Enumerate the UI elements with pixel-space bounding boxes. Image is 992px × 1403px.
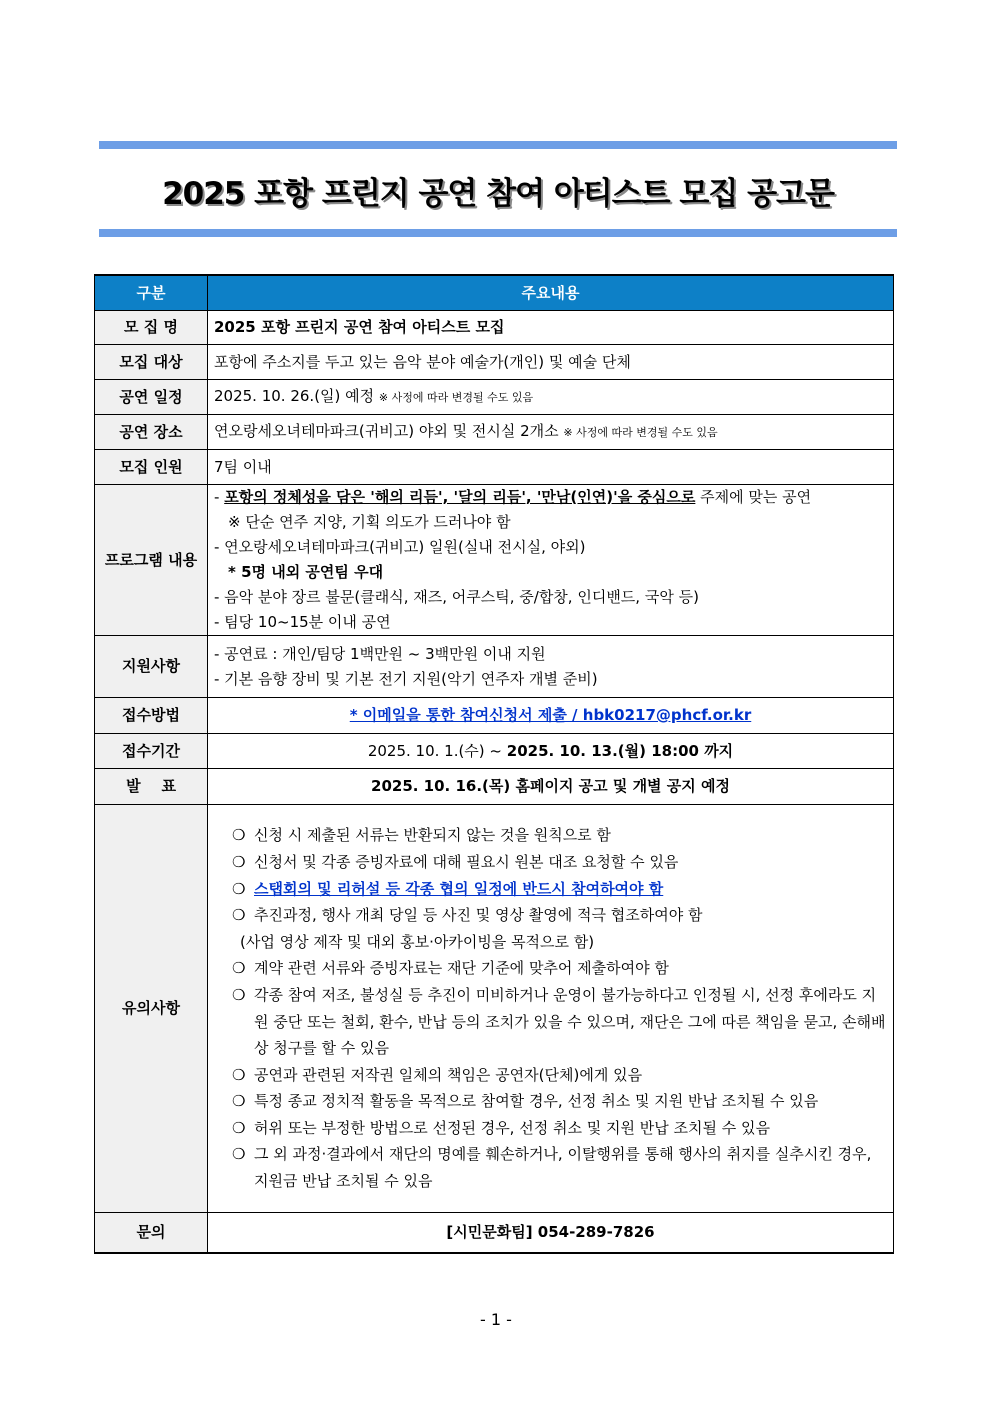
label-announce: 발 표 — [95, 769, 208, 805]
value-program — [208, 485, 894, 636]
value-support — [208, 636, 894, 698]
circle-bullet-icon: ❍ — [232, 852, 246, 871]
value-target: 포항에 주소지를 두고 있는 음악 분야 예술가(개인) 및 예술 단체 — [208, 345, 894, 380]
label-recruit-name: 모 집 명 — [95, 311, 208, 345]
value-apply-method — [208, 698, 894, 734]
label-apply-method: 접수방법 — [95, 698, 208, 734]
venue-note: ※ 사정에 따라 변경될 수도 있음 — [563, 426, 718, 439]
circle-bullet-icon: ❍ — [232, 959, 246, 978]
title-bar-bottom — [99, 229, 897, 237]
circle-bullet-icon: ❍ — [232, 1118, 246, 1137]
label-schedule: 공연 일정 — [95, 380, 208, 415]
circle-bullet-icon: ❍ — [232, 826, 246, 845]
list-item: ❍ 각종 참여 저조, 불성실 등 추진이 미비하거나 운영이 불가능하다고 인정될 시, 선정 후에라도 지원 중단 또는 철회, 환수, 반납 등의 조치가 있을 수 있으며, 재단은 그에 따른 책임을 묻고, 손해배상 청구를 할 수 있음 — [232, 982, 887, 1062]
circle-bullet-icon: ❍ — [232, 906, 246, 925]
list-item: ❍ 허위 또는 부정한 방법으로 선정된 경우, 선정 취소 및 지원 반납 조치될 수 있음 — [232, 1115, 887, 1142]
list-item: ❍ 신청서 및 각종 증빙자료에 대해 필요시 원본 대조 요청할 수 있음 — [232, 849, 887, 876]
list-item — [232, 876, 887, 903]
label-headcount: 모집 인원 — [95, 450, 208, 485]
support-line-1: - 공연료 : 개인/팀당 1백만원 ~ 3백만원 이내 지원 — [214, 644, 546, 663]
value-headcount: 7팀 이내 — [208, 450, 894, 485]
program-line-4: * 5명 내외 공연팀 우대 — [228, 563, 384, 581]
label-venue: 공연 장소 — [95, 415, 208, 450]
row-schedule — [95, 380, 894, 415]
schedule-date: 2025. 10. 26.(일) 예정 — [214, 387, 375, 405]
circle-bullet-icon: ❍ — [232, 1092, 246, 1111]
row-contact — [95, 1213, 894, 1253]
label-notice: 유의사항 — [95, 805, 208, 1213]
apply-email-link[interactable]: * 이메일을 통한 참여신청서 제출 / hbk0217@phcf.or.kr — [349, 706, 752, 724]
label-support: 지원사항 — [95, 636, 208, 698]
label-program: 프로그램 내용 — [95, 485, 208, 636]
header-content: 주요내용 — [208, 275, 894, 311]
row-venue — [95, 415, 894, 450]
value-announce: 2025. 10. 16.(목) 홈페이지 공고 및 개별 공지 예정 — [208, 769, 894, 805]
row-program — [95, 485, 894, 636]
row-support — [95, 636, 894, 698]
program-line-3: - 연오랑세오녀테마파크(귀비고) 일원(실내 전시실, 야외) — [214, 538, 586, 556]
schedule-note: ※ 사정에 따라 변경될 수도 있음 — [378, 391, 534, 404]
label-apply-period: 접수기간 — [95, 734, 208, 769]
value-schedule — [208, 380, 894, 415]
value-venue — [208, 415, 894, 450]
venue-text: 연오랑세오녀테마파크(귀비고) 야외 및 전시실 2개소 — [214, 422, 559, 440]
title-bar-top — [99, 141, 897, 149]
label-contact: 문의 — [95, 1213, 208, 1253]
program-theme-emphasis: 포항의 정체성을 담은 '해의 리듬', '달의 리듬', '만남(인연)'을 중심으로 — [224, 488, 696, 506]
list-item: ❍ 신청 시 제출된 서류는 반환되지 않는 것을 원칙으로 함 — [232, 822, 887, 849]
program-line-5: - 음악 분야 장르 불문(클래식, 재즈, 어쿠스틱, 중/합창, 인디밴드, 국악 등) — [214, 588, 699, 606]
info-table — [94, 274, 894, 1254]
list-item: ❍ 공연과 관련된 저작권 일체의 책임은 공연자(단체)에게 있음 — [232, 1062, 887, 1089]
value-apply-period: 2025. 10. 1.(수) ~ 2025. 10. 13.(월) 18:00 까지 — [208, 734, 894, 769]
page-title: 2025 포항 프린지 공연 참여 아티스트 모집 공고문 — [162, 176, 834, 212]
list-item: ❍ 특정 종교 정치적 활동을 목적으로 참여할 경우, 선정 취소 및 지원 반납 조치될 수 있음 — [232, 1088, 887, 1115]
circle-bullet-icon: ❍ — [232, 985, 246, 1004]
value-notice — [208, 805, 894, 1213]
support-line-2: - 기본 음향 장비 및 기본 전기 지원(악기 연주자 개별 준비) — [214, 669, 598, 688]
table-header-row — [95, 275, 894, 311]
program-line-6: - 팀당 10~15분 이내 공연 — [214, 613, 391, 631]
apply-deadline: 2025. 10. 13.(월) 18:00 까지 — [506, 741, 734, 760]
page-number: - 1 - — [480, 1310, 512, 1329]
list-item: ❍ 계약 관련 서류와 증빙자료는 재단 기준에 맞추어 제출하여야 함 — [232, 955, 887, 982]
row-recruit-name — [95, 311, 894, 345]
label-target: 모집 대상 — [95, 345, 208, 380]
row-announce — [95, 769, 894, 805]
value-recruit-name: 2025 포항 프린지 공연 참여 아티스트 모집 — [208, 311, 894, 345]
list-item: ❍ 추진과정, 행사 개최 당일 등 사진 및 영상 촬영에 적극 협조하여야 함 (사업 영상 제작 및 대외 홍보·아카이빙을 목적으로 함) — [232, 902, 887, 955]
notice-sub-line: (사업 영상 제작 및 대외 홍보·아카이빙을 목적으로 함) — [240, 932, 595, 951]
circle-bullet-icon: ❍ — [232, 1145, 246, 1164]
row-apply-period — [95, 734, 894, 769]
list-item: ❍ 그 외 과정·결과에서 재단의 명예를 훼손하거나, 이탈행위를 통해 행사의 취지를 실추시킨 경우, 지원금 반납 조치될 수 있음 — [232, 1141, 887, 1194]
row-headcount — [95, 450, 894, 485]
circle-bullet-icon: ❍ — [232, 879, 246, 898]
row-notice — [95, 805, 894, 1213]
notice-list — [214, 817, 887, 1199]
row-apply-method — [95, 698, 894, 734]
row-target — [95, 345, 894, 380]
program-line-2: ※ 단순 연주 지양, 기획 의도가 드러나야 함 — [228, 513, 511, 531]
value-contact: [시민문화팀] 054-289-7826 — [208, 1213, 894, 1253]
notice-emphasis: 스탭회의 및 리허설 등 각종 협의 일정에 반드시 참여하여야 함 — [254, 879, 664, 898]
header-category: 구분 — [95, 275, 208, 311]
program-line-1: - 포항의 정체성을 담은 '해의 리듬', '달의 리듬', '만남(인연)'을 중심으로 주제에 맞는 공연 — [214, 488, 812, 506]
circle-bullet-icon: ❍ — [232, 1065, 246, 1084]
